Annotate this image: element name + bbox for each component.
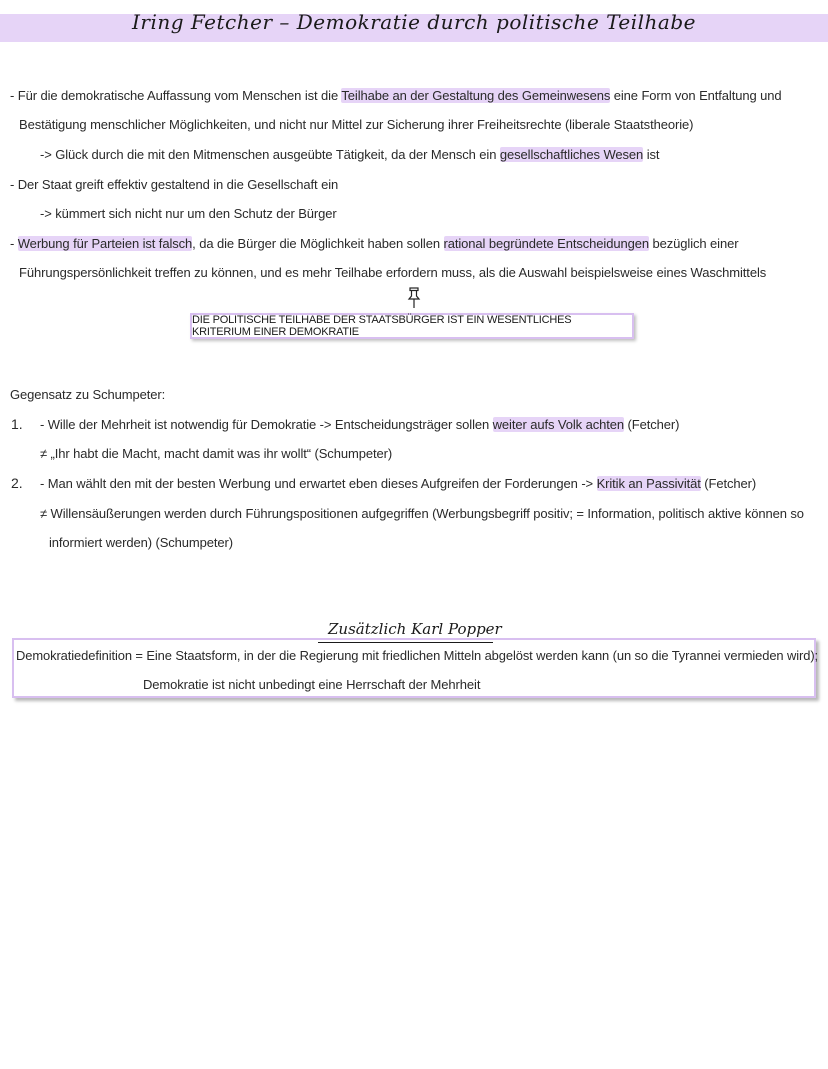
pin-icon [407, 287, 421, 309]
highlight-werbung: Werbung für Parteien ist falsch [17, 236, 193, 251]
point1-line2: Bestätigung menschlicher Möglichkeiten, und nicht nur Mittel zur Sicherung ihrer Freiheitsrechte (liberale Staatstheorie) [19, 117, 694, 132]
item2-number: 2. [11, 475, 23, 491]
highlight-passivitaet: Kritik an Passivität [596, 476, 701, 491]
point3-line2: Führungspersönlichkeit treffen zu können, und es mehr Teilhabe erfordern muss, als die Auswahl beispielsweise eines Waschmittels [19, 265, 767, 280]
point3-line1: - Werbung für Parteien ist falsch, da die Bürger die Möglichkeit haben sollen rational begründete Entscheidungen bezüglich einer [10, 236, 739, 251]
highlight-rational: rational begründete Entscheidungen [443, 236, 649, 251]
key-statement: DIE POLITISCHE TEILHABE DER STAATSBÜRGER IST EIN WESENTLICHES KRITERIUM EINER DEMOKRATIE [192, 314, 572, 338]
page-title: Iring Fetcher – Demokratie durch politische Teilhabe [131, 10, 696, 34]
highlight-teilhabe: Teilhabe an der Gestaltung des Gemeinwesens [341, 88, 611, 103]
item1-contra: ≠ „Ihr habt die Macht, macht damit was ihr wollt“ (Schumpeter) [40, 446, 393, 461]
item2-line: - Man wählt den mit der besten Werbung und erwartet eben dieses Aufgreifen der Forderungen -> Kritik an Passivität (Fetcher) [40, 476, 757, 491]
highlight-gesellschaftliches-wesen: gesellschaftliches Wesen [499, 147, 644, 162]
schumpeter-heading: Gegensatz zu Schumpeter: [10, 387, 166, 402]
point2-line1: - Der Staat greift effektiv gestaltend in die Gesellschaft ein [10, 177, 339, 192]
item2-contra2: informiert werden) (Schumpeter) [49, 535, 234, 550]
popper-line2: Demokratie ist nicht unbedingt eine Herrschaft der Mehrheit [143, 677, 481, 692]
popper-line1: Demokratiedefinition = Eine Staatsform, in der die Regierung mit friedlichen Mitteln abgelöst werden kann (un so die Tyrannei vermieden wird); [16, 648, 819, 663]
item1-line: - Wille der Mehrheit ist notwendig für Demokratie -> Entscheidungsträger sollen weiter aufs Volk achten (Fetcher) [40, 417, 680, 432]
point1-line1: - Für die demokratische Auffassung vom Menschen ist die Teilhabe an der Gestaltung des Gemeinwesens eine Form von Entfaltung und [10, 88, 782, 103]
highlight-volk: weiter aufs Volk achten [492, 417, 625, 432]
key-statement-box [190, 313, 634, 339]
item1-number: 1. [11, 416, 23, 432]
popper-title-underline [318, 642, 493, 643]
point1-sub: -> Glück durch die mit den Mitmenschen ausgeübte Tätigkeit, da der Mensch ein gesellschaftliches Wesen ist [40, 147, 660, 162]
point2-sub: -> kümmert sich nicht nur um den Schutz der Bürger [40, 206, 337, 221]
popper-title: Zusätzlich Karl Popper [318, 620, 512, 638]
item2-contra1: ≠ Willensäußerungen werden durch Führungspositionen aufgegriffen (Werbungsbegriff positiv; = Information, politisch aktive können so [40, 506, 804, 521]
